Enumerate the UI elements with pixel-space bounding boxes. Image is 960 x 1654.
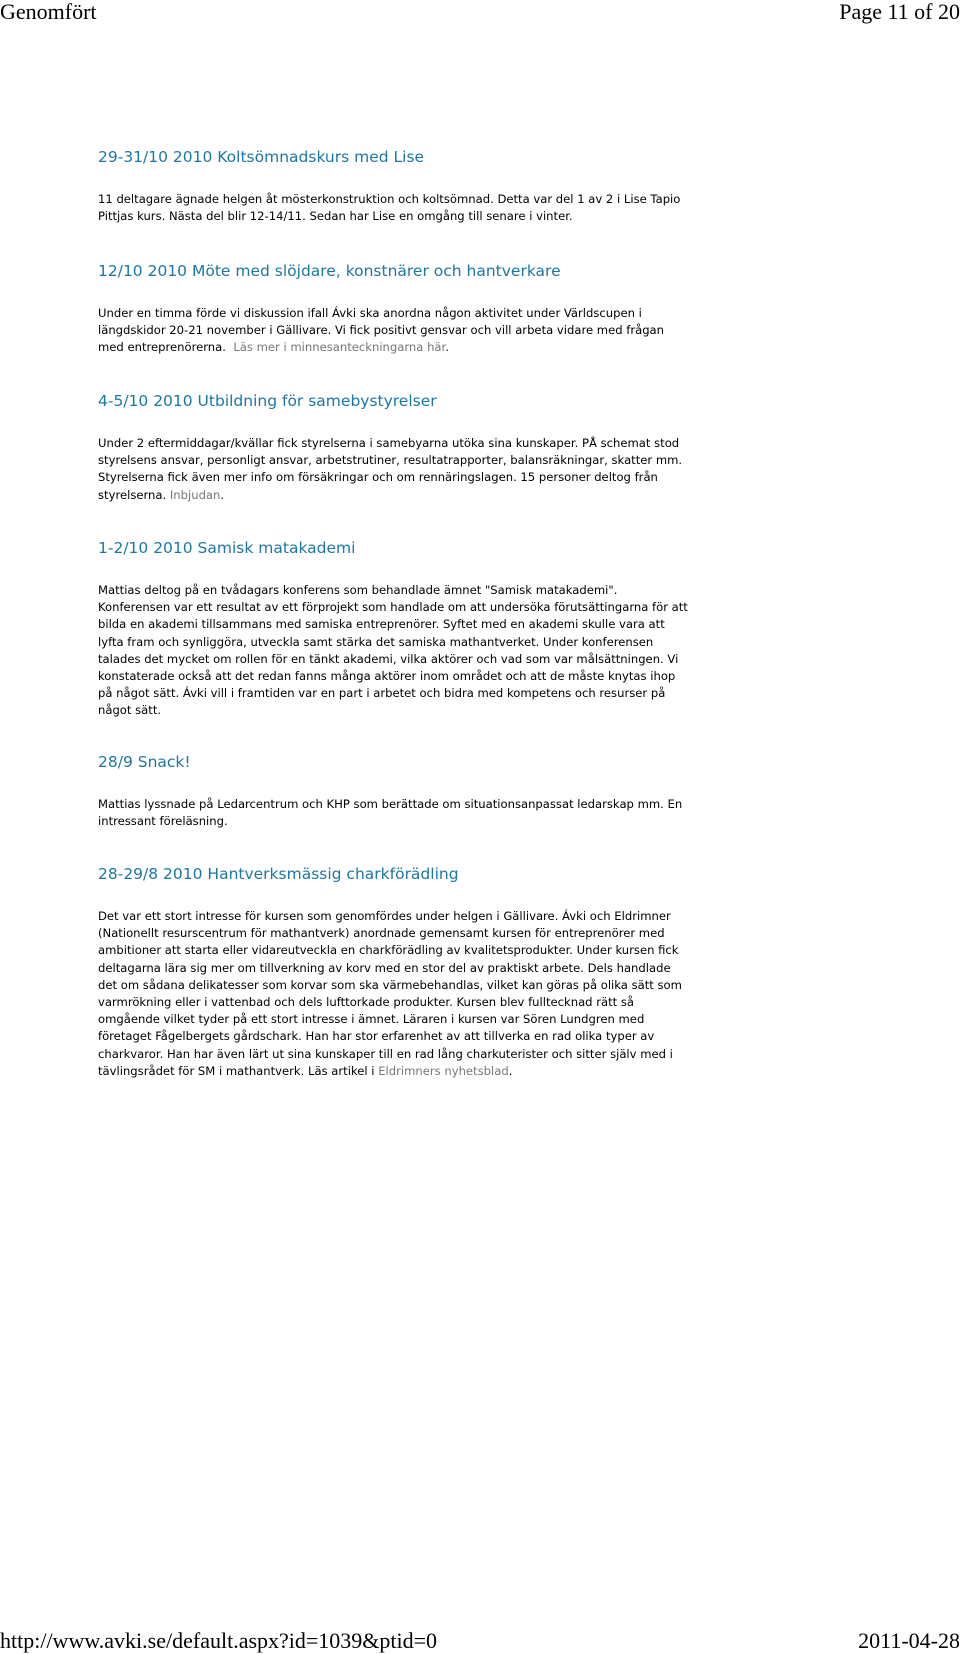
news-item-title: 4-5/10 2010 Utbildning för samebystyrelser	[98, 392, 437, 410]
news-item	[98, 391, 688, 504]
news-item-text-end: .	[220, 487, 225, 502]
news-item-text-end: .	[508, 1063, 513, 1078]
news-item-title: 12/10 2010 Möte med slöjdare, konstnärer och hantverkare	[98, 262, 561, 280]
print-header	[0, 0, 960, 25]
news-item-body	[98, 908, 688, 1080]
news-item-title: 28-29/8 2010 Hantverksmässig charkförädling	[98, 865, 459, 883]
news-item-body	[98, 435, 688, 504]
news-item-title: 1-2/10 2010 Samisk matakademi	[98, 539, 356, 557]
news-item	[98, 864, 688, 1080]
news-item-title: 28/9 Snack!	[98, 753, 191, 771]
news-item-text: Mattias deltog på en tvådagars konferens som behandlade ämnet "Samisk matakademi". Konferensen var ett resultat av ett förprojekt som handlade om att undersöka förutsättingarna för att bilda en akademi tillsammans med samiska entreprenörer. Syftet med en akademi skulle vara att lyfta fram och synliggöra, utveckla samt stärka det samiska mathantverket. Under konferensen talades det mycket om rollen för en tänkt akademi, vilka aktörer och vad som var målsättningen. Vi konstaterade också att det redan fanns många aktörer inom området och att de måste knytas ihop på något sätt. Ávki vill i framtiden var en part i arbetet och bidra med kompetens och resurser på något sätt.	[98, 583, 688, 718]
news-item	[98, 538, 688, 720]
minnesanteckningar-link[interactable]: Läs mer i minnesanteckningarna här	[233, 340, 446, 355]
news-item-body	[98, 191, 688, 225]
news-item-text: Mattias lyssnade på Ledarcentrum och KHP som berättade om situationsanpassat ledarskap mm. En intressant föreläsning.	[98, 797, 683, 829]
page-number: Page 11 of 20	[839, 0, 960, 24]
news-item-body	[98, 796, 688, 830]
news-item	[98, 752, 688, 830]
news-item	[98, 147, 688, 225]
news-item	[98, 261, 688, 357]
news-item-text: 11 deltagare ägnade helgen åt mösterkonstruktion och koltsömnad. Detta var del 1 av 2 i Lise Tapio Pittjas kurs. Nästa del blir 12-14/11. Sedan har Lise en omgång till senare i vinter.	[98, 192, 681, 224]
page-url: http://www.avki.se/default.aspx?id=1039&ptid=0	[0, 1628, 438, 1653]
news-item-text: Under en timma förde vi diskussion ifall Ávki ska anordna någon aktivitet under Världscupen i längdskidor 20-21 november i Gällivare. Vi fick positivt gensvar och vill arbeta vidare med frågan med entreprenörerna.	[98, 306, 665, 355]
news-item-text: Under 2 eftermiddagar/kvällar fick styrelserna i samebyarna utöka sina kunskaper. PÅ schemat stod styrelsens ansvar, personligt ansvar, arbetstrutiner, resultatrapporter, balansräkningar, skatter mm. Styrelserna fick även mer info om försäkringar och om rennäringslagen. 15 personer deltog från styrelserna.	[98, 436, 683, 502]
inbjudan-link[interactable]: Inbjudan	[169, 487, 221, 502]
news-item-text-end: .	[445, 340, 449, 355]
news-item-body	[98, 582, 688, 720]
news-item-body	[98, 305, 688, 357]
news-item-text: Det var ett stort intresse för kursen som genomfördes under helgen i Gällivare. Ávki och Eldrimner (Nationellt resurscentrum för mathantverk) anordnade gemensamt kursen för entreprenörer med ambitioner att starta eller vidareutveckla en charkförädling av kvalitetsprodukter. Under kursen fick deltagarna lära sig mer om tillverkning av korv med en stor del av praktiskt arbete. Dels handlade det om sådana delikatesser som korvar som ska värmebehandlas, vilket kan göras på olika sätt som varmrökning eller i vattenbad och dels lufttorkade produkter. Kursen blev fulltecknad rätt så omgående vilket tyder på ett stort intresse i ämnet. Läraren i kursen var Sören Lundgren med företaget Fågelbergets gårdschark. Han har stor erfarenhet av att tillverka en rad olika typer av charkvaror. Han har även lärt ut sina kunskaper till en rad lång charkuterister och sitter själv med i tävlingsrådet för SM i mathantverk. Läs artikel i	[98, 909, 682, 1078]
header-title: Genomfört	[0, 0, 97, 24]
print-date: 2011-04-28	[858, 1628, 960, 1653]
print-footer	[0, 1628, 960, 1654]
eldrimner-nyhetsblad-link[interactable]: Eldrimners nyhetsblad	[378, 1063, 509, 1078]
news-item-title: 29-31/10 2010 Koltsömnadskurs med Lise	[98, 148, 425, 166]
